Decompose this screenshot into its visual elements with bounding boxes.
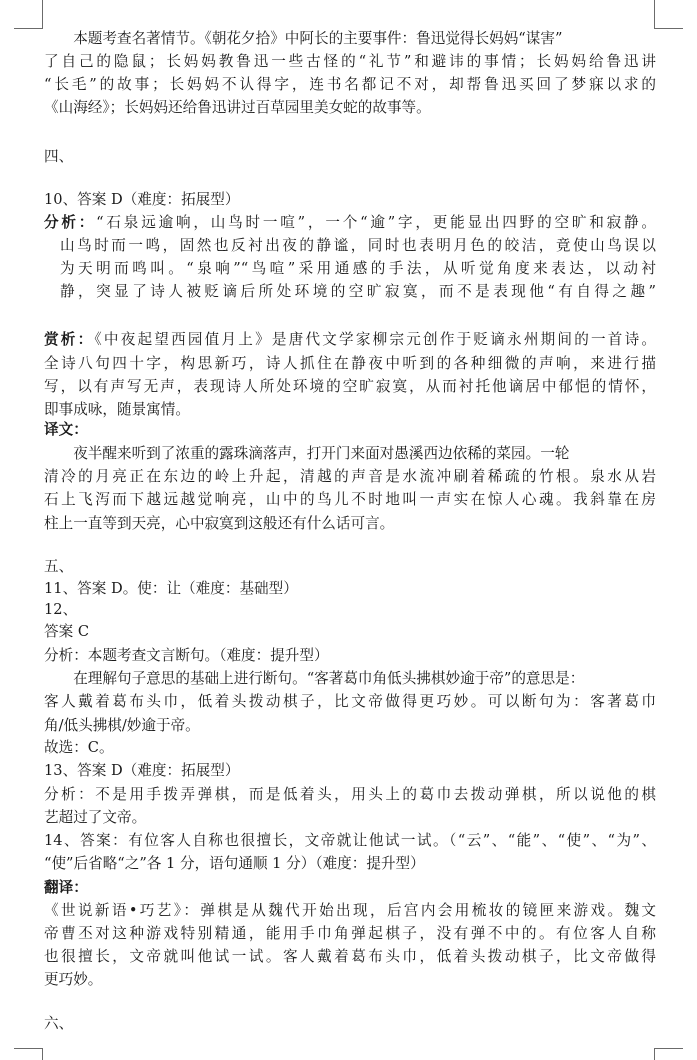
line-text: 清冷的月亮正在东边的岭上升起，清越的声音是水流冲刷着稀疏的竹根。泉水从岩 xyxy=(44,468,656,485)
text-line xyxy=(44,970,656,990)
line-text: 分析：本题考查文言断句。（难度：提升型） xyxy=(44,647,329,664)
text-line xyxy=(44,622,656,642)
line-text: 五、 xyxy=(44,558,74,575)
line-text: 答案 C xyxy=(44,623,89,640)
text-line xyxy=(44,600,656,620)
text-line xyxy=(44,420,656,440)
text-line xyxy=(44,646,656,666)
line-text: “石泉远逾响，山鸟时一喧”，一个“逾”字，更能显出四野的空旷和寂静。 xyxy=(96,214,656,231)
text-line xyxy=(44,377,656,397)
text-line xyxy=(44,467,656,487)
text-line xyxy=(44,444,656,464)
line-text: 四、 xyxy=(44,148,74,165)
section-label: 翻译： xyxy=(44,879,88,896)
text-line xyxy=(60,282,656,302)
line-text: 客人戴着葛布头巾，低着头拨动棋子，比文帝做得更巧妙。可以断句为：客著葛巾 xyxy=(44,693,656,710)
crop-mark-top-right-h xyxy=(654,28,683,29)
line-text: 为天明而鸣叫。“泉响”“鸟喧”采用通感的手法，从听觉角度来表达，以动衬 xyxy=(60,260,656,277)
crop-mark-bottom-right-v xyxy=(654,1048,655,1060)
text-line xyxy=(44,669,656,689)
line-text: 夜半醒来听到了浓重的露珠滴落声，打开门来面对愚溪西边依稀的菜园。一轮 xyxy=(73,445,570,462)
line-text: 12、 xyxy=(44,601,78,618)
text-line xyxy=(44,1014,656,1034)
text-line xyxy=(44,716,656,736)
line-text: 山鸟时而一鸣，固然也反衬出夜的静谧，同时也表明月色的皎洁，竟使山鸟误以 xyxy=(60,237,656,254)
text-line xyxy=(44,947,656,967)
line-text: 艺超过了文帝。 xyxy=(44,809,147,826)
text-line xyxy=(44,490,656,510)
line-text: 静，突显了诗人被贬谪后所处环境的空旷寂寞，而不是表现他“有自得之趣” xyxy=(60,283,656,300)
line-text: 11、答案 D。使：让（难度：基础型） xyxy=(44,580,298,597)
line-text: 了自己的隐鼠；长妈妈教鲁迅一些古怪的“礼节”和避讳的事情；长妈妈给鲁迅讲 xyxy=(44,53,656,70)
line-text: 《山海经》；长妈妈还给鲁迅讲过百草园里美女蛇的故事等。 xyxy=(44,99,431,116)
line-text: 柱上一直等到天亮，心中寂寞到这般还有什么话可言。 xyxy=(44,515,395,532)
line-text: 六、 xyxy=(44,1015,74,1032)
line-text: 角/低头拂棋/妙逾于帝。 xyxy=(44,717,200,734)
text-line xyxy=(60,236,656,256)
section-label: 赏析： xyxy=(44,331,95,348)
line-text: 写，以有声写无声，表现诗人所处环境的空旷寂寞，从而衬托他谪居中郁悒的情怀， xyxy=(44,378,656,395)
line-text: 14、答案：有位客人自称也很擅长，文帝就让他试一试。（“云”、“能”、“使”、“为”、 xyxy=(44,832,656,849)
text-line xyxy=(44,831,656,851)
line-text: 全诗八句四十字，构思新巧，诗人抓住在静夜中听到的各种细微的声响，来进行描 xyxy=(44,355,656,372)
text-line xyxy=(44,901,656,921)
text-line xyxy=(44,354,656,374)
text-line xyxy=(44,514,656,534)
text-line xyxy=(44,761,656,781)
line-text: 分析：不是用手拨弄弹棋，而是低着头，用头上的葛巾去拨动弹棋，所以说他的棋 xyxy=(44,786,656,803)
section-label: 译文： xyxy=(44,421,88,438)
line-text: 帝曹丕对这种游戏特别精通，能用手巾角弹起棋子，没有弹不中的。有位客人自称 xyxy=(44,925,656,942)
crop-mark-bottom-left-h xyxy=(14,1048,43,1049)
text-line xyxy=(44,692,656,712)
text-line xyxy=(44,878,656,898)
text-line xyxy=(44,557,656,577)
line-text: 10、答案 D（难度：拓展型） xyxy=(44,191,240,208)
text-line xyxy=(44,75,656,95)
text-line xyxy=(44,854,656,874)
text-line xyxy=(44,52,656,72)
line-text: 本题考查名著情节。《朝花夕拾》中阿长的主要事件：鲁迅觉得长妈妈“谋害” xyxy=(73,30,563,47)
text-line xyxy=(44,785,656,805)
line-text: 《世说新语•巧艺》：弹棋是从魏代开始出现，后宫内会用梳妆的镜匣来游戏。魏文 xyxy=(44,902,656,919)
line-text: 故选：C。 xyxy=(44,739,114,756)
section-label: 分析： xyxy=(44,214,97,231)
line-text: “使”后省略“之”各 1 分，语句通顺 1 分）（难度：提升型） xyxy=(44,855,425,872)
text-line xyxy=(44,29,656,49)
line-text: 13、答案 D（难度：拓展型） xyxy=(44,762,240,779)
crop-mark-top-left-v xyxy=(42,0,43,28)
text-line xyxy=(44,190,656,210)
text-line xyxy=(44,808,656,828)
text-line xyxy=(44,147,656,167)
crop-mark-top-left-h xyxy=(14,28,43,29)
text-line xyxy=(44,98,656,118)
crop-mark-top-right-v xyxy=(654,0,655,28)
text-line xyxy=(60,259,656,279)
text-line xyxy=(44,924,656,944)
line-text: 石上飞泻而下越远越觉响亮，山中的鸟儿不时地叫一声实在惊人心魂。我斜靠在房 xyxy=(44,491,656,508)
text-line xyxy=(44,330,656,350)
line-text: 《中夜起望西园值月上》是唐代文学家柳宗元创作于贬谪永州期间的一首诗。 xyxy=(94,331,656,348)
line-text: “长毛”的故事；长妈妈不认得字，连书名都记不对，却帮鲁迅买回了梦寐以求的 xyxy=(44,76,656,93)
text-line xyxy=(44,400,656,420)
text-line xyxy=(44,579,656,599)
line-text: 即事成咏，随景寓情。 xyxy=(44,401,190,418)
text-line xyxy=(44,213,656,233)
line-text: 也很擅长，文帝就叫他试一试。客人戴着葛布头巾，低着头拨动棋子，比文帝做得 xyxy=(44,948,656,965)
crop-mark-bottom-left-v xyxy=(42,1048,43,1060)
line-text: 在理解句子意思的基础上进行断句。“客著葛巾角低头拂棋妙逾于帝”的意思是： xyxy=(73,670,585,687)
text-line xyxy=(44,738,656,758)
crop-mark-bottom-right-h xyxy=(654,1048,683,1049)
line-text: 更巧妙。 xyxy=(44,971,103,988)
